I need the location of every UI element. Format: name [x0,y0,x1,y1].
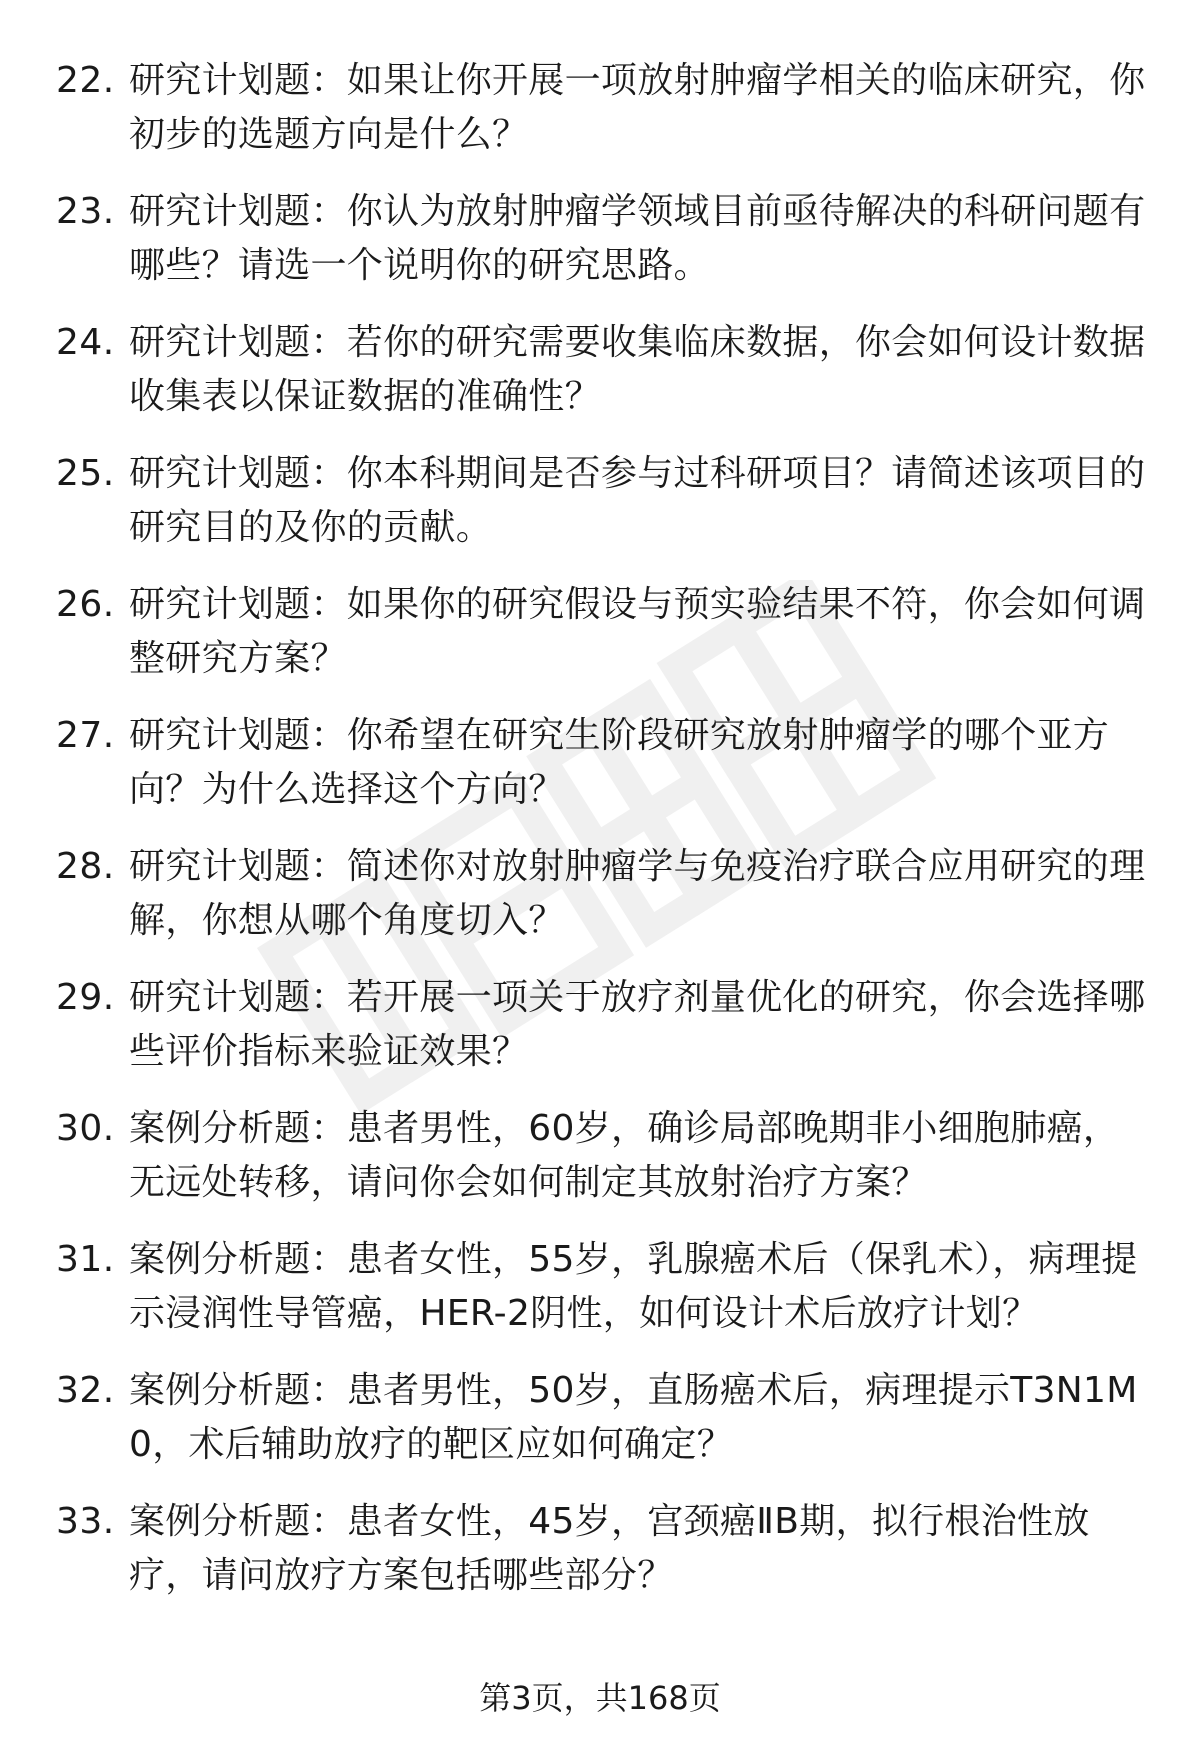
page-number-footer: 第3页，共168页 [479,1679,721,1717]
question-item [0,1364,1200,1495]
question-item [0,578,1200,709]
question-item [0,1495,1200,1626]
question-number: 27. [56,715,115,756]
question-number: 31. [56,1239,115,1280]
question-item [0,316,1200,447]
question-text: 案例分析题：患者男性，50岁，直肠癌术后，病理提示T3N1M0，术后辅助放疗的靶区应如何确定？ [129,1370,1138,1465]
question-item [0,840,1200,971]
question-item [0,54,1200,185]
question-item [0,185,1200,316]
question-item [0,1102,1200,1233]
question-number: 32. [56,1370,115,1411]
question-item [0,447,1200,578]
question-number: 23. [56,191,115,232]
question-text: 案例分析题：患者女性，55岁，乳腺癌术后（保乳术），病理提示浸润性导管癌，HER-2阴性，如何设计术后放疗计划？ [129,1239,1138,1334]
question-text: 研究计划题：你本科期间是否参与过科研项目？请简述该项目的研究目的及你的贡献。 [129,453,1146,548]
question-number: 33. [56,1501,115,1542]
question-text: 研究计划题：若你的研究需要收集临床数据，你会如何设计数据收集表以保证数据的准确性？ [129,322,1146,417]
question-list [0,54,1200,1626]
question-text: 研究计划题：若开展一项关于放疗剂量优化的研究，你会选择哪些评价指标来验证效果？ [129,977,1146,1072]
question-text: 研究计划题：简述你对放射肿瘤学与免疫治疗联合应用研究的理解，你想从哪个角度切入？ [129,846,1146,941]
question-text: 研究计划题：你希望在研究生阶段研究放射肿瘤学的哪个亚方向？为什么选择这个方向？ [129,715,1110,810]
question-item [0,971,1200,1102]
question-number: 24. [56,322,115,363]
question-number: 26. [56,584,115,625]
question-number: 22. [56,60,115,101]
question-text: 案例分析题：患者女性，45岁，宫颈癌ⅡB期，拟行根治性放疗，请问放疗方案包括哪些部分？ [129,1501,1090,1596]
question-text: 研究计划题：你认为放射肿瘤学领域目前亟待解决的科研问题有哪些？请选一个说明你的研究思路。 [129,191,1146,286]
question-number: 30. [56,1108,115,1149]
question-number: 28. [56,846,115,887]
question-number: 29. [56,977,115,1018]
question-item [0,1233,1200,1364]
question-item [0,709,1200,840]
question-text: 研究计划题：如果你的研究假设与预实验结果不符，你会如何调整研究方案？ [129,584,1146,679]
question-number: 25. [56,453,115,494]
question-text: 案例分析题：患者男性，60岁，确诊局部晚期非小细胞肺癌，无远处转移，请问你会如何制定其放射治疗方案？ [129,1108,1120,1203]
question-text: 研究计划题：如果让你开展一项放射肿瘤学相关的临床研究，你初步的选题方向是什么？ [129,60,1146,155]
